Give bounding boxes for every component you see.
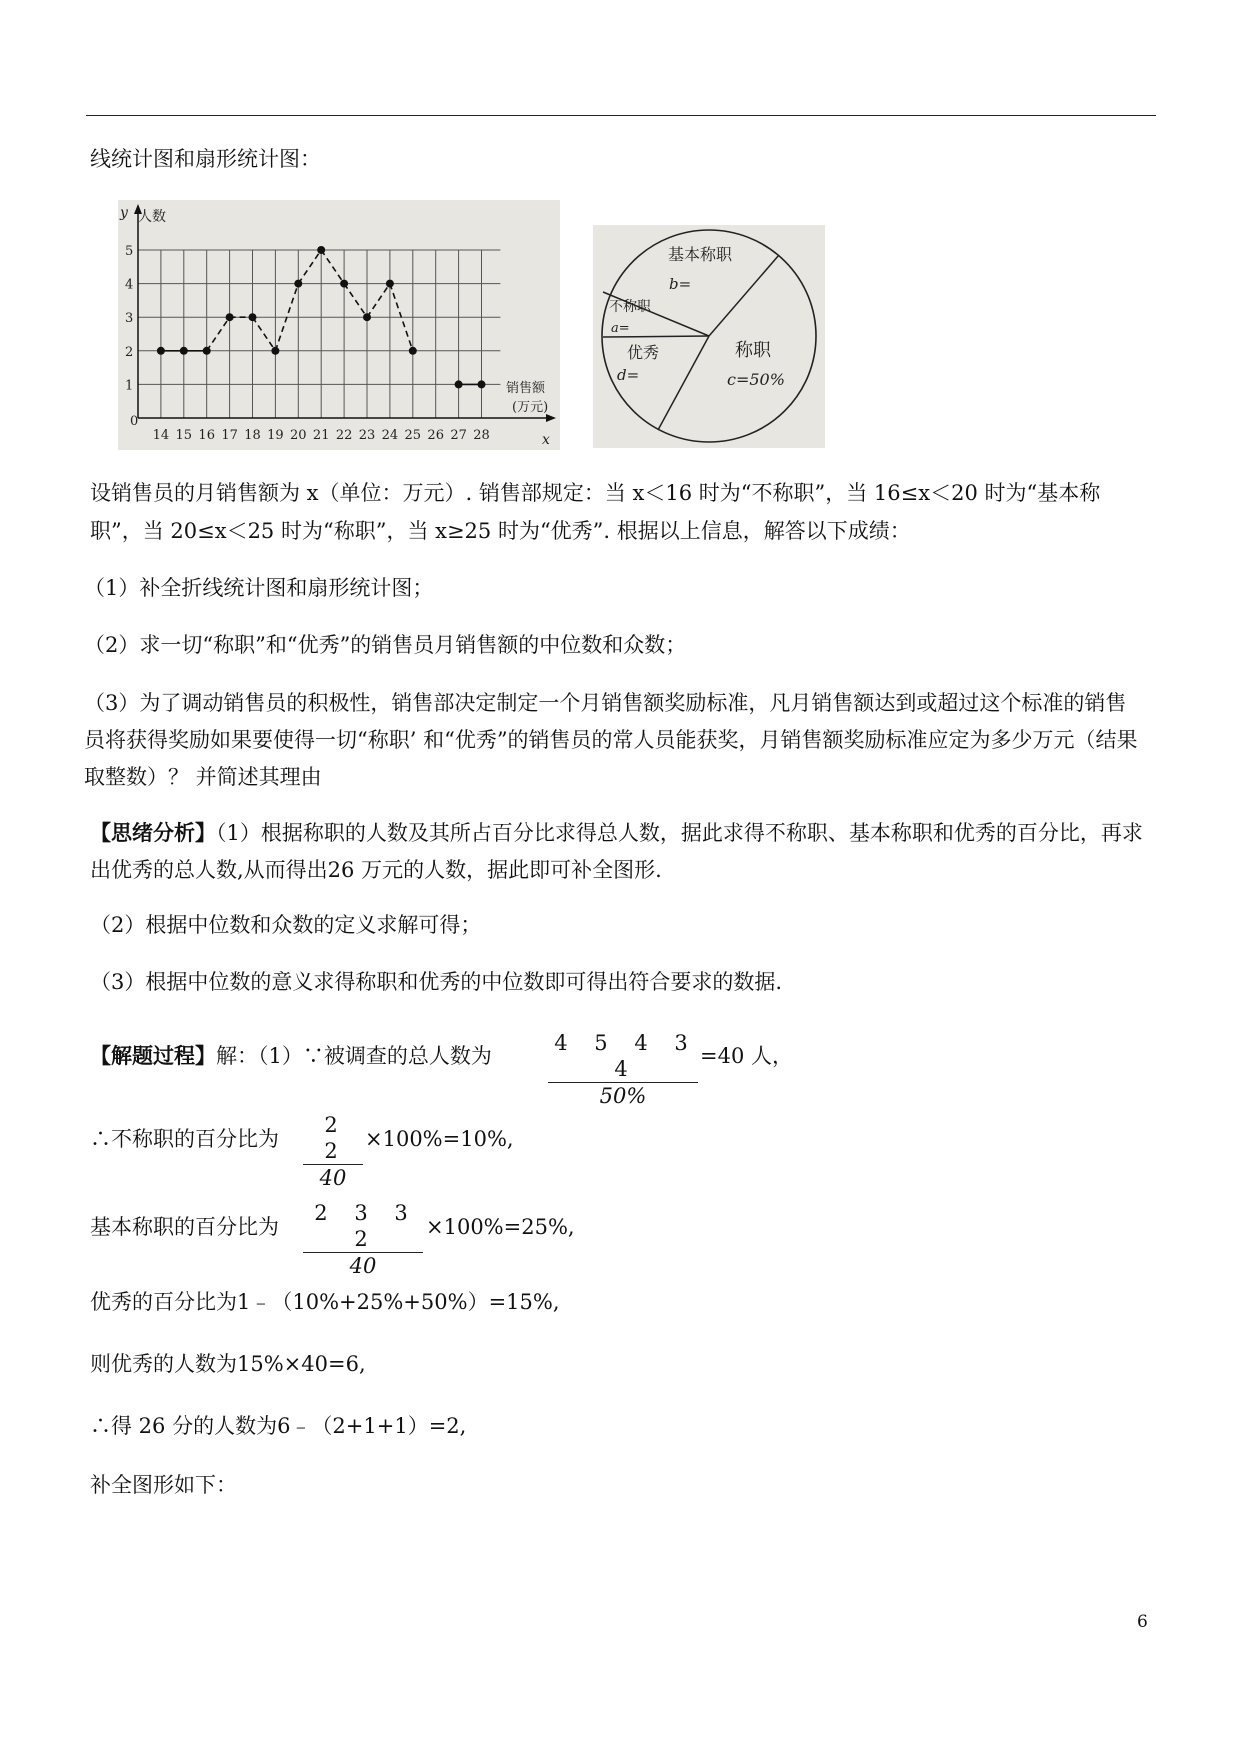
line-chart-svg xyxy=(118,200,560,450)
analysis-1-text: （1）根据称职的人数及其所占百分比求得总人数，据此求得不称职、基本称职和优秀的百分比，再求出优秀的总人数,从而得出26 万元的人数，据此即可补全图形. xyxy=(90,821,1143,882)
problem-statement: 设销售员的月销售额为 x（单位：万元）. 销售部规定：当 x＜16 时为“不称职”，当 16≤x＜20 时为“基本称职”，当 20≤x＜25 时为“称职”，当 x≥25 时为“优秀”. 根据以上信息，解答以下成绩： xyxy=(90,481,1101,543)
y-tick-label: 1 xyxy=(125,378,134,394)
fraction-total-numerator: 4 5 4 3 4 xyxy=(554,1031,698,1081)
pie-value-unqualified: a= xyxy=(611,321,630,336)
x-tick-label: 19 xyxy=(267,428,284,443)
data-point xyxy=(455,380,463,388)
fraction-unqualified-numerator: 2 2 xyxy=(324,1113,348,1163)
solution-1-suffix: =40 人， xyxy=(700,1044,793,1068)
solution-line-1 xyxy=(90,1037,492,1075)
y-tick-label: 3 xyxy=(125,311,134,327)
solution-1-prefix: 解：（1）∵被调查的总人数为 xyxy=(216,1044,492,1068)
pie-chart xyxy=(593,225,825,452)
question-1: （1）补全折线统计图和扇形统计图； xyxy=(84,576,434,600)
page-number: 6 xyxy=(1137,1612,1148,1632)
y-axis-label: 人数 xyxy=(138,209,166,225)
x-axis-label-line1: 销售额 xyxy=(506,381,546,396)
x-tick-label: 25 xyxy=(404,428,422,443)
question-3: （3）为了调动销售员的积极性，销售部决定制定一个月销售额奖励标准，凡月销售额达到或超过这个标准的销售员将获得奖励如果要使得一切“称职’ 和“优秀”的销售员的常人员能获奖，月销售额奖励标准应定为多少万元（结果取整数）？ 并简述其理由 xyxy=(84,691,1138,789)
origin-label: 0 xyxy=(130,414,139,429)
y-tick-label: 4 xyxy=(125,277,134,293)
x-tick-label: 18 xyxy=(244,428,261,443)
fraction-total xyxy=(548,1030,698,1109)
pie-chart-svg xyxy=(593,225,825,448)
fraction-basic-numerator: 2 3 3 2 xyxy=(314,1201,418,1251)
solution-heading: 【解题过程】 xyxy=(90,1043,216,1068)
solution-3-prefix: 基本称职的百分比为 xyxy=(90,1215,279,1239)
header-rule xyxy=(86,115,1156,116)
data-point xyxy=(317,246,325,254)
fraction-unqualified-denominator: 40 xyxy=(303,1164,363,1191)
analysis-2: （2）根据中位数和众数的定义求解可得； xyxy=(90,913,482,937)
x-tick-label: 16 xyxy=(198,428,215,443)
data-point xyxy=(363,313,371,321)
analysis-3: （3）根据中位数的意义求得称职和优秀的中位数即可得出符合要求的数据. xyxy=(90,970,783,994)
data-point xyxy=(226,313,234,321)
x-tick-label: 14 xyxy=(152,428,170,443)
data-point xyxy=(340,280,348,288)
data-point xyxy=(180,347,188,355)
solution-4: 优秀的百分比为1﹣（10%+25%+50%）=15%, xyxy=(90,1290,560,1314)
pie-label-excellent: 优秀 xyxy=(627,343,660,362)
x-tick-label: 23 xyxy=(358,428,376,443)
line-chart xyxy=(118,200,560,454)
analysis-heading: 【思绪分析】 xyxy=(90,820,216,845)
analysis-1 xyxy=(90,814,1150,889)
x-tick-label: 24 xyxy=(381,428,399,443)
data-point xyxy=(294,280,302,288)
x-tick-label: 20 xyxy=(290,428,307,443)
solution-3-suffix: ×100%=25%, xyxy=(426,1215,575,1239)
fraction-basic xyxy=(303,1200,423,1279)
solution-5: 则优秀的人数为15%×40=6, xyxy=(90,1352,366,1376)
pie-label-basic: 基本称职 xyxy=(668,245,733,264)
pie-value-qualified: c=50% xyxy=(727,370,785,389)
data-point xyxy=(203,347,211,355)
x-tick-label: 15 xyxy=(175,428,193,443)
pie-divider-3 xyxy=(603,336,709,337)
solution-6: ∴得 26 分的人数为6﹣（2+1+1）=2, xyxy=(90,1414,467,1438)
pie-label-unqualified: 不称职 xyxy=(609,299,651,315)
x-tick-label: 17 xyxy=(221,428,238,443)
pie-label-qualified: 称职 xyxy=(735,340,771,361)
x-axis-label-line2: (万元) xyxy=(512,400,549,415)
solution-2-prefix: ∴不称职的百分比为 xyxy=(90,1127,279,1151)
fraction-total-denominator: 50% xyxy=(548,1082,698,1109)
x-tick-label: 21 xyxy=(312,428,330,443)
pie-value-basic: b= xyxy=(669,275,692,293)
x-axis-letter: x xyxy=(542,432,550,448)
x-tick-label: 27 xyxy=(450,428,467,443)
pie-value-excellent: d= xyxy=(617,366,640,384)
data-point xyxy=(386,280,394,288)
y-tick-label: 2 xyxy=(125,344,134,360)
data-point xyxy=(249,313,257,321)
solution-2-suffix: ×100%=10%, xyxy=(365,1127,514,1151)
intro-text: 线统计图和扇形统计图： xyxy=(90,147,321,171)
fraction-basic-denominator: 40 xyxy=(303,1252,423,1279)
data-point xyxy=(271,347,279,355)
data-point xyxy=(478,380,486,388)
x-tick-label: 22 xyxy=(335,428,353,443)
question-2: （2）求一切“称职”和“优秀”的销售员月销售额的中位数和众数； xyxy=(84,633,687,657)
fraction-unqualified xyxy=(303,1112,363,1191)
x-tick-label: 28 xyxy=(473,428,490,443)
y-tick-label: 5 xyxy=(125,244,134,259)
data-point xyxy=(409,347,417,355)
x-tick-label: 26 xyxy=(427,428,444,443)
data-point xyxy=(157,347,165,355)
solution-7: 补全图形如下： xyxy=(90,1473,237,1497)
y-axis-letter: y xyxy=(120,205,128,221)
